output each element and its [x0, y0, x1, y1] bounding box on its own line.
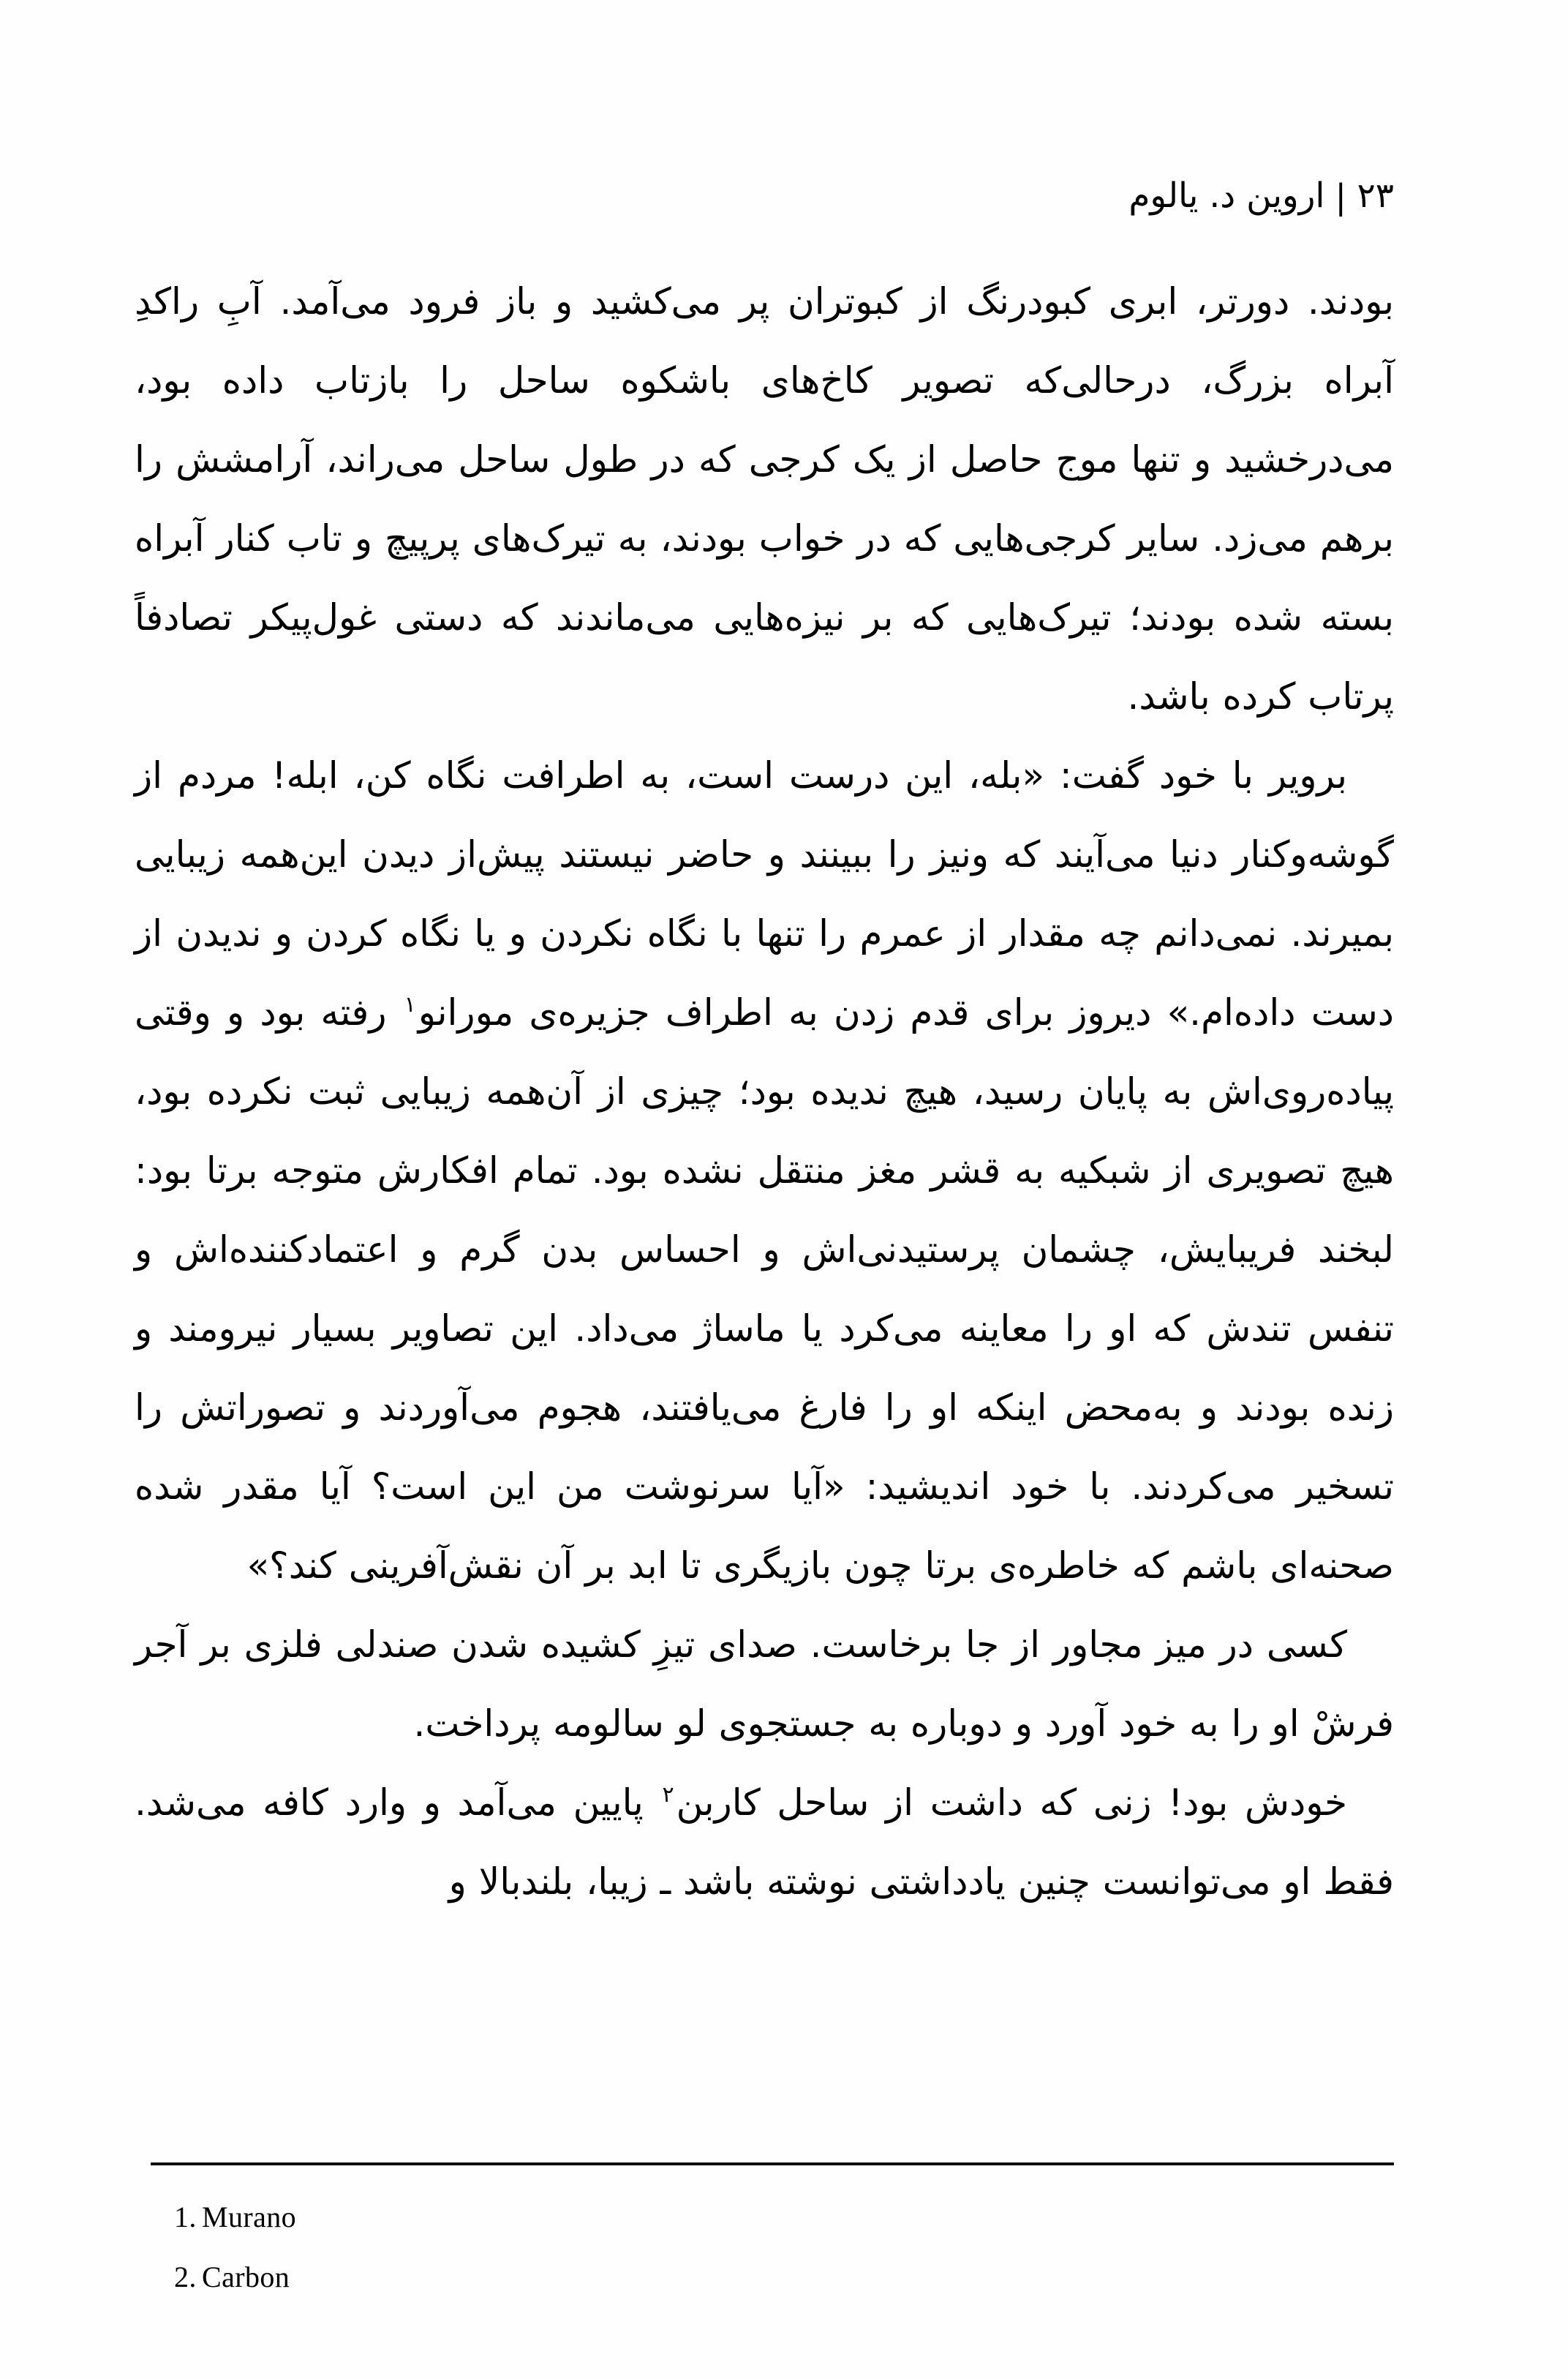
header-page-number: ۲۳ [1357, 176, 1394, 216]
footnote-reference-2: ۲ [662, 1782, 674, 1808]
paragraph-2-text-part2: رفته بود و وقتی پیاده‌روی‌اش به پایان رسید، هیچ ندیده بود؛ چیزی از آن‌همه زیبایی ثبت نکرده بود، هیچ تصویری از شبکیه به قشر مغز منتقل نشده بود. تمام افکارش متوجه برتا بود: لبخند فریبایش، چشمان پرستیدنی‌اش و احساس بدن گرم و اعتمادکننده‌اش و تنفس تندش که او را معاینه می‌کرد یا ماساژ می‌داد. این تصاویر بسیار نیرومند و زنده بودند و به‌محض اینکه او را فارغ می‌یافتند، هجوم می‌آوردند و تصوراتش را تسخیر می‌کردند. با خود اندیشید: «آیا سرنوشت من این است؟ آیا مقدر شده صحنه‌ای باشم که خاطره‌ی برتا چون بازیگری تا ابد بر آن نقش‌آفرینی کند؟» [135, 991, 1394, 1587]
footnote-1-text: Murano [202, 2201, 297, 2233]
paragraph-4-text-part2: پایین می‌آمد و وارد کافه می‌شد. فقط او می‌توانست چنین یادداشتی نوشته باشد ـ زیبا، بلندبالا و [135, 1781, 1394, 1903]
body-text-block [135, 262, 1394, 1921]
footnote-separator-rule [151, 2162, 1394, 2165]
paragraph-1 [135, 262, 1394, 736]
footnote-item-2 [174, 2247, 1394, 2307]
paragraph-4 [135, 1763, 1394, 1921]
header-separator: | [1335, 177, 1347, 217]
paragraph-3-text: کسی در میز مجاور از جا برخاست. صدای تیزِ کشیده شدن صندلی فلزی بر آجر فرشْ او را به خود آورد و دوباره به جستجوی لو سالومه پرداخت. [135, 1623, 1394, 1745]
footnotes-area [174, 2187, 1394, 2307]
running-header-inner [1128, 155, 1394, 236]
paragraph-1-text: بودند. دورتر، ابری کبودرنگ از کبوتران پر می‌کشید و باز فرود می‌آمد. آبِ راکدِ آبراه بزرگ، درحالی‌که تصویر کاخ‌های باشکوه ساحل را بازتاب داده بود، می‌درخشید و تنها موج حاصل از یک کرجی که در طول ساحل می‌راند، آرامشش را برهم می‌زد. سایر کرجی‌هایی که در خواب بودند، به تیرک‌های پرپیچ و تاب کنار آبراه بسته شده بودند؛ تیرک‌هایی که بر نیزه‌هایی می‌ماندند که دستی غول‌پیکر تصادفاً پرتاب کرده باشد. [135, 280, 1394, 718]
paragraph-2-text-part1: برویر با خود گفت: «بله، این درست است، به اطرافت نگاه کن، ابله! مردم از گوشه‌وکنار دنیا می‌آیند که ونیز را ببینند و حاضر نیستند پیش‌از دیدن این‌همه زیبایی بمیرند. نمی‌دانم چه مقدار از عمرم را تنها با نگاه نکردن و یا نگاه کردن و ندیدن از دست داده‌ام.» دیروز برای قدم زدن به اطراف جزیره‌ی مورانو [135, 754, 1394, 1034]
running-header [174, 155, 1394, 236]
footnote-2-text: Carbon [202, 2260, 290, 2293]
paragraph-3 [135, 1605, 1394, 1763]
footnote-2-number: 2. [174, 2260, 197, 2293]
header-author-name: اروین د. یالوم [1128, 176, 1325, 216]
footnote-item-1 [174, 2187, 1394, 2247]
paragraph-4-text-part1: خودش بود! زنی که داشت از ساحل کاربن [676, 1781, 1347, 1824]
footnote-reference-1: ۱ [404, 992, 416, 1018]
paragraph-2 [135, 736, 1394, 1605]
footnote-1-number: 1. [174, 2201, 197, 2233]
